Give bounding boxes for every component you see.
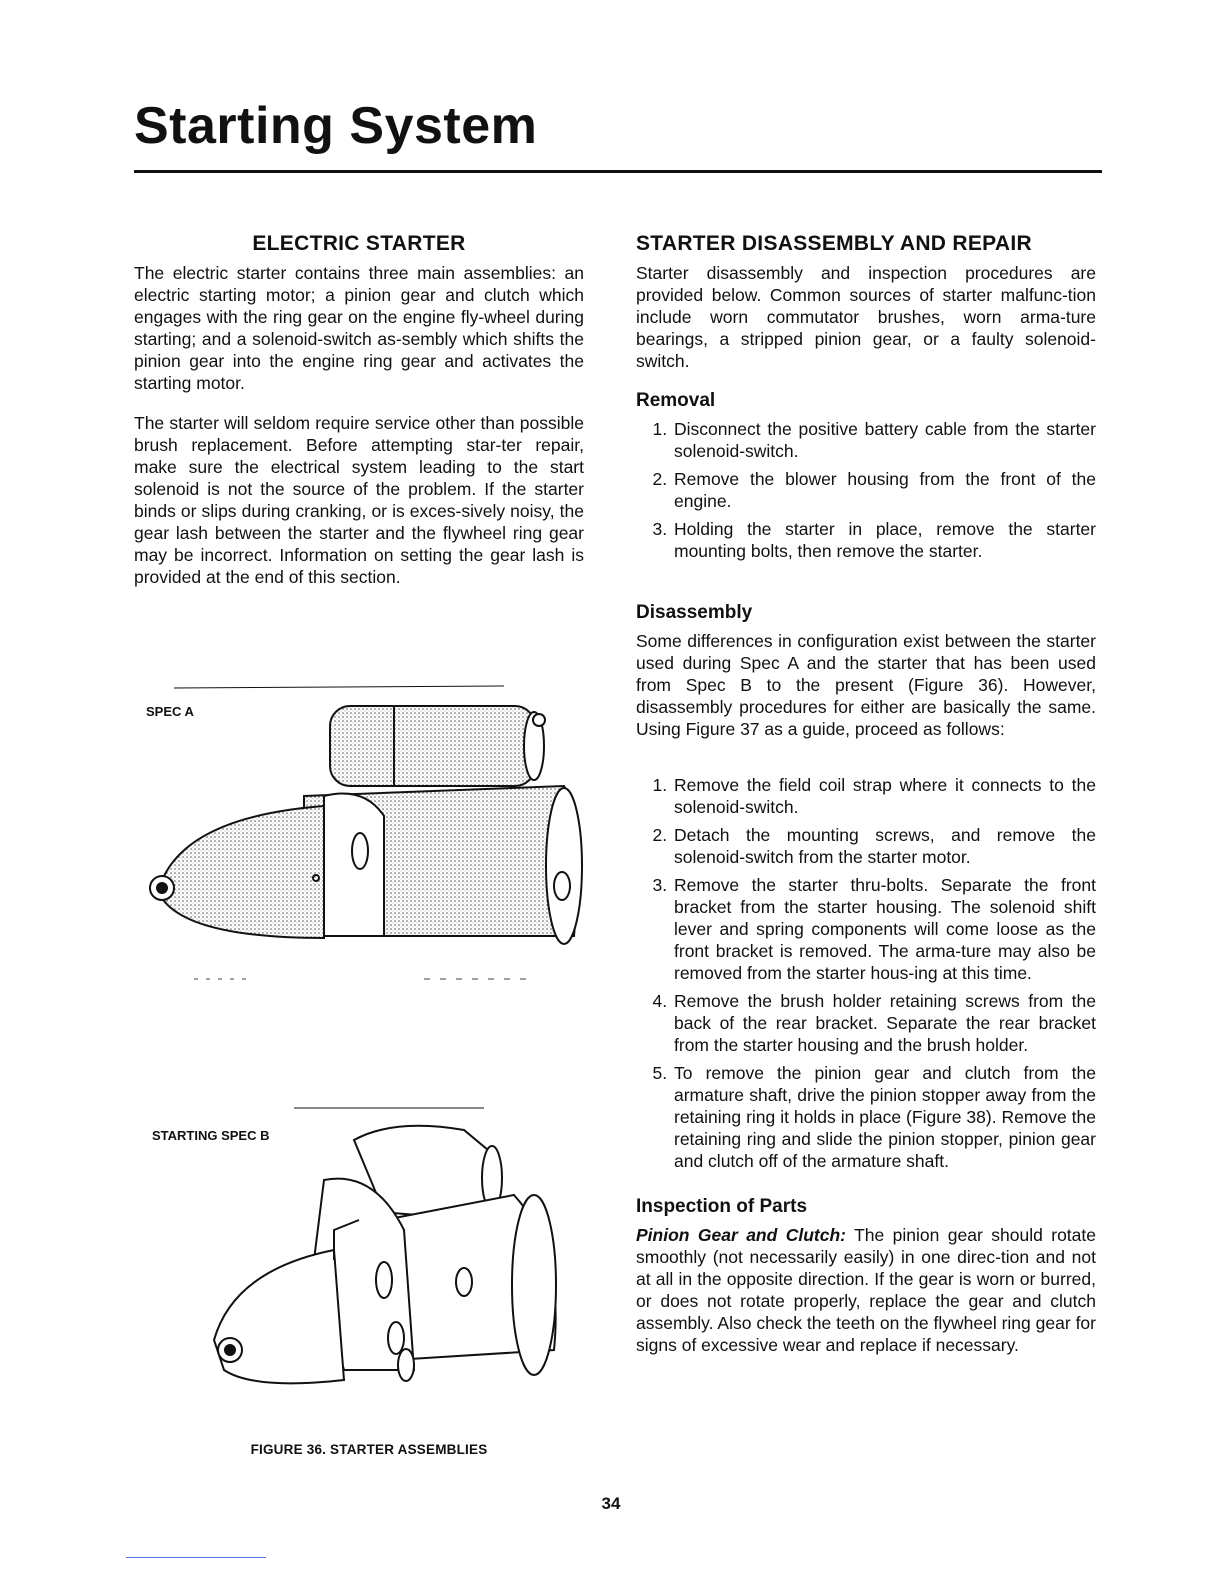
disassembly-heading: Disassembly — [636, 602, 753, 623]
spec-a-label: SPEC A — [146, 704, 194, 719]
electric-starter-heading: ELECTRIC STARTER — [252, 232, 466, 255]
removal-steps — [636, 418, 1096, 562]
right-column — [636, 232, 1096, 1374]
inspection-lead-in: Pinion Gear and Clutch: — [636, 1225, 846, 1245]
figure-spec-b — [134, 1100, 604, 1430]
page-number: 34 — [601, 1494, 621, 1513]
disassembly-step: 5. To remove the pinion gear and clutch from the armature shaft, drive the pinion stopper away from the retaining ring it holds in place (Figure 38). Remove the retaining ring and slide the pinion stopper, pinion gear and clutch off of the armature shaft. — [672, 1062, 1096, 1172]
disassembly-intro: Some differences in configuration exist between the starter used during Spec A and the starter that has been used from Spec B to the present (Figure 36). However, disassembly procedures for either are basically the same. Using Figure 37 as a guide, proceed as follows: — [636, 631, 1096, 739]
inspection-paragraph — [636, 1224, 1096, 1356]
disassembly-repair-intro: Starter disassembly and inspection procedures are provided below. Common sources of starter malfunc-tion include worn commutator brushes, worn arma-ture bearings, a stripped pinion gear, or a faulty solenoid-switch. — [636, 263, 1096, 371]
page-title: Starting System — [134, 97, 538, 155]
electric-starter-paragraph-1: The electric starter contains three main assemblies: an electric starting motor; a pinion gear and clutch which engages with the ring gear on the engine fly-wheel during starting; and a solenoid-switch as-sembly which shifts the pinion gear into the engine ring gear and activates the starting motor. — [134, 263, 584, 393]
removal-heading: Removal — [636, 390, 716, 411]
footer-rule — [126, 1557, 266, 1558]
removal-step: 3. Holding the starter in place, remove the starter mounting bolts, then remove the starter. — [672, 518, 1096, 562]
spec-b-label: STARTING SPEC B — [152, 1128, 270, 1143]
figure-caption: FIGURE 36. STARTER ASSEMBLIES — [250, 1442, 488, 1457]
removal-step: 2. Remove the blower housing from the front of the engine. — [672, 468, 1096, 512]
starter-spec-a-illustration — [134, 676, 604, 996]
disassembly-step: 2. Detach the mounting screws, and remove the solenoid-switch from the starter motor. — [672, 824, 1096, 868]
disassembly-step: 4. Remove the brush holder retaining screws from the back of the rear bracket. Separate the rear bracket from the starter housing and the brush holder. — [672, 990, 1096, 1056]
electric-starter-paragraph-2: The starter will seldom require service other than possible brush replacement. Before attempting star-ter repair, make sure the electrical system leading to the start solenoid is not the source of the problem. If the starter binds or slips during cranking, or is exces-sively noisy, the gear lash between the starter and the flywheel ring gear may be incorrect. Information on setting the gear lash is provided at the end of this section. — [134, 413, 584, 587]
figure-spec-a — [134, 676, 604, 996]
removal-step: 1. Disconnect the positive battery cable from the starter solenoid-switch. — [672, 418, 1096, 462]
disassembly-steps — [636, 774, 1096, 1172]
disassembly-repair-heading: STARTER DISASSEMBLY AND REPAIR — [636, 232, 1032, 255]
left-column — [134, 232, 584, 606]
disassembly-step: 1. Remove the field coil strap where it connects to the solenoid-switch. — [672, 774, 1096, 818]
inspection-text: The pinion gear should rotate smoothly (not necessarily easily) in one direc-tion and not at all in the opposite direction. If the gear is worn or burred, or does not rotate properly, replace the gear and clutch assembly. Also check the teeth on the flywheel ring gear for signs of excessive wear and replace if necessary. — [636, 1225, 1096, 1355]
inspection-heading: Inspection of Parts — [636, 1196, 808, 1217]
title-rule — [134, 170, 1102, 173]
disassembly-step: 3. Remove the starter thru-bolts. Separate the front bracket from the starter housing. The solenoid shift lever and spring components will come loose as the front bracket is removed. The arma-ture may also be removed from the starter hous-ing at this time. — [672, 874, 1096, 984]
starter-spec-b-illustration — [134, 1100, 604, 1430]
